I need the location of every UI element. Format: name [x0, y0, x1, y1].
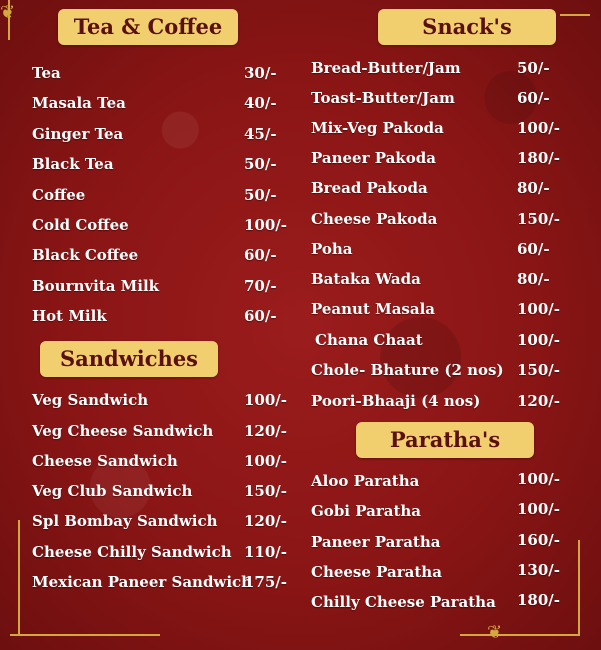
menu-item-price: 100/- [517, 331, 561, 349]
menu-item-price: 100/- [517, 470, 561, 488]
menu-item-name: Chilly Cheese Paratha [311, 593, 496, 611]
menu-item-price: 180/- [517, 149, 561, 167]
menu-item-price: 160/- [517, 531, 561, 549]
menu-item-price: 150/- [244, 482, 288, 500]
menu-item-name: Bournvita Milk [32, 277, 160, 295]
menu-item-name: Chana Chaat [315, 331, 423, 349]
menu-item-name: Cheese Sandwich [32, 452, 178, 470]
frame-line-bottom-right-v [578, 540, 580, 635]
menu-item-name: Bread Pakoda [311, 179, 428, 197]
menu-item-name: Mix-Veg Pakoda [311, 119, 444, 137]
menu-item-price: 100/- [517, 119, 561, 137]
menu-item-price: 180/- [517, 591, 561, 609]
frame-line-bottom-left-v [18, 520, 20, 635]
header-sandwiches: Sandwiches [40, 341, 218, 377]
menu-item-name: Spl Bombay Sandwich [32, 512, 218, 530]
menu-item-price: 80/- [517, 270, 550, 288]
menu-item-price: 50/- [517, 59, 550, 77]
menu-item-name: Veg Sandwich [32, 391, 149, 409]
menu-item-price: 130/- [517, 561, 561, 579]
header-snacks: Snack's [378, 9, 556, 45]
frame-line-bottom-left [10, 634, 160, 636]
menu-item-name: Poha [311, 240, 353, 258]
header-parathas: Paratha's [356, 422, 534, 458]
menu-item-name: Cheese Pakoda [311, 210, 438, 228]
menu-item-price: 100/- [244, 216, 288, 234]
menu-item-price: 60/- [517, 240, 550, 258]
menu-item-price: 120/- [244, 422, 288, 440]
menu-item-price: 100/- [244, 452, 288, 470]
menu-item-name: Chole- Bhature (2 nos) [311, 361, 504, 379]
menu-item-price: 50/- [244, 186, 277, 204]
menu-item-name: Poori-Bhaaji (4 nos) [311, 392, 481, 410]
menu-item-price: 100/- [517, 500, 561, 518]
menu-item-price: 120/- [244, 512, 288, 530]
menu-item-name: Toast-Butter/Jam [311, 89, 455, 107]
menu-item-name: Bread-Butter/Jam [311, 59, 461, 77]
menu-item-name: Hot Milk [32, 307, 107, 325]
menu-item-name: Cheese Chilly Sandwich [32, 543, 232, 561]
menu-item-name: Aloo Paratha [311, 472, 420, 490]
menu-item-price: 175/- [244, 573, 288, 591]
menu-item-price: 150/- [517, 361, 561, 379]
menu-item-name: Cold Coffee [32, 216, 129, 234]
frame-line-bottom-right [460, 634, 580, 636]
menu-item-name: Ginger Tea [32, 125, 124, 143]
menu-item-price: 80/- [517, 179, 550, 197]
menu-item-price: 70/- [244, 277, 277, 295]
menu-item-price: 60/- [244, 246, 277, 264]
menu-item-price: 150/- [517, 210, 561, 228]
menu-item-name: Paneer Paratha [311, 533, 441, 551]
menu-item-name: Black Tea [32, 155, 114, 173]
menu-item-price: 50/- [244, 155, 277, 173]
ornament-top-left-icon: ❦ [0, 2, 16, 23]
menu-item-price: 40/- [244, 94, 277, 112]
menu-item-name: Gobi Paratha [311, 502, 421, 520]
menu-item-price: 30/- [244, 64, 277, 82]
menu-item-name: Paneer Pakoda [311, 149, 436, 167]
menu-item-price: 45/- [244, 125, 277, 143]
menu-item-name: Coffee [32, 186, 86, 204]
menu-item-name: Cheese Paratha [311, 563, 442, 581]
menu-item-name: Peanut Masala [311, 300, 436, 318]
menu-item-name: Bataka Wada [311, 270, 421, 288]
menu-item-price: 60/- [244, 307, 277, 325]
menu-item-name: Veg Club Sandwich [32, 482, 193, 500]
menu-item-price: 100/- [517, 300, 561, 318]
menu-item-name: Black Coffee [32, 246, 139, 264]
ornament-bottom-right-icon: ❦ [487, 622, 503, 643]
menu-item-name: Veg Cheese Sandwich [32, 422, 214, 440]
menu-item-name: Mexican Paneer Sandwich [32, 573, 253, 591]
menu-item-price: 100/- [244, 391, 288, 409]
header-tea-coffee: Tea & Coffee [58, 9, 238, 45]
menu-item-name: Tea [32, 64, 61, 82]
menu-item-name: Masala Tea [32, 94, 126, 112]
frame-line-top-right [560, 14, 590, 16]
menu-item-price: 120/- [517, 392, 561, 410]
menu-item-price: 60/- [517, 89, 550, 107]
menu-item-price: 110/- [244, 543, 288, 561]
